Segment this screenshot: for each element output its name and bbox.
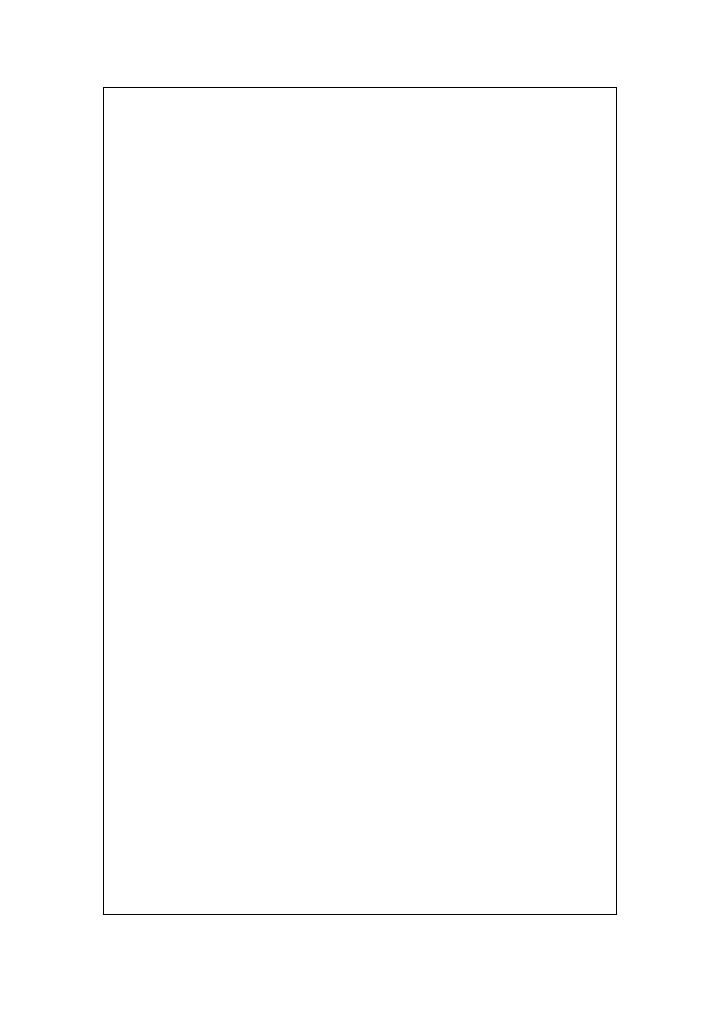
evaluation-table: [103, 87, 617, 915]
